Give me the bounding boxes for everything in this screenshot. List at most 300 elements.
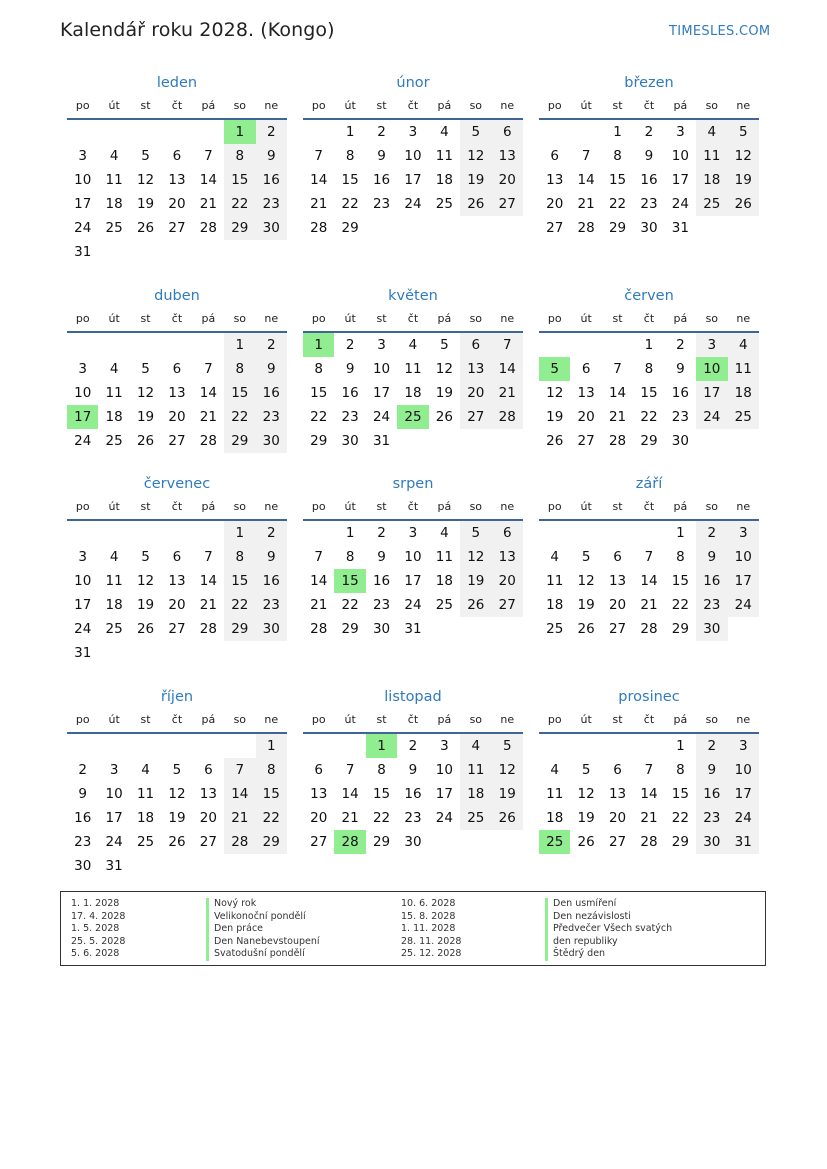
week-row — [539, 192, 759, 216]
week-row — [67, 806, 287, 830]
day-cell: 1 — [676, 738, 685, 754]
day-cell: 7 — [345, 762, 355, 778]
day-cell — [633, 734, 664, 758]
day-cell: 23 — [341, 409, 359, 425]
day-cell: 22 — [640, 409, 658, 425]
weekday-label: ne — [500, 713, 515, 726]
day-cell: 5 — [141, 361, 150, 377]
day-cell — [224, 854, 255, 878]
day-cell: 2 — [78, 762, 87, 778]
day-cell: 20 — [460, 381, 491, 405]
day-cell: 9 — [256, 545, 287, 569]
day-cell: 7 — [644, 549, 654, 565]
day-cell: 13 — [168, 573, 186, 589]
day-cell: 11 — [546, 573, 564, 589]
weekday-label: čt — [643, 713, 655, 726]
day-cell: 9 — [644, 148, 654, 164]
weekday-label: pá — [201, 99, 216, 112]
day-cell — [570, 521, 601, 545]
weekday-label: čt — [171, 99, 183, 112]
day-cell: 12 — [435, 361, 453, 377]
day-cell: 14 — [224, 782, 255, 806]
day-cell: 22 — [341, 196, 359, 212]
day-cell: 22 — [256, 806, 287, 830]
day-cell: 4 — [696, 120, 727, 144]
day-cell: 3 — [696, 333, 727, 357]
day-cell: 16 — [696, 569, 727, 593]
weekday-label: út — [580, 99, 592, 112]
day-cell: 25 — [105, 621, 123, 637]
day-cell: 27 — [310, 834, 328, 850]
day-cell: 2 — [644, 124, 654, 140]
day-cell: 18 — [696, 168, 727, 192]
day-cell: 1 — [345, 124, 355, 140]
weekday-label: so — [705, 713, 719, 726]
day-cell: 15 — [671, 573, 689, 589]
week-row — [67, 429, 287, 453]
day-cell: 10 — [372, 361, 391, 377]
day-cell: 2 — [377, 525, 386, 541]
day-cell: 9 — [696, 758, 727, 782]
day-cell: 23 — [256, 405, 287, 429]
day-cell — [602, 734, 633, 758]
weekday-label: ne — [264, 713, 279, 726]
page-title: Kalendář roku 2028. (Kongo) — [60, 19, 335, 41]
day-cell: 22 — [671, 597, 689, 613]
day-cell: 18 — [105, 409, 123, 425]
weekday-header — [303, 708, 523, 734]
weekday-label: st — [140, 312, 151, 325]
day-cell — [366, 216, 397, 240]
day-cell — [460, 429, 491, 453]
day-cell: 7 — [581, 148, 591, 164]
day-cell: 24 — [435, 810, 453, 826]
day-cell: 21 — [199, 597, 217, 613]
day-cell — [193, 521, 224, 545]
week-row — [67, 168, 287, 192]
month-leden — [67, 72, 287, 264]
day-cell: 5 — [492, 734, 523, 758]
day-cell: 27 — [492, 192, 523, 216]
day-cell: 23 — [256, 192, 287, 216]
day-cell: 24 — [372, 409, 391, 425]
day-cell: 25 — [546, 621, 564, 637]
day-cell: 8 — [377, 762, 386, 778]
day-cell: 20 — [310, 810, 328, 826]
day-cell: 22 — [224, 192, 255, 216]
week-row — [539, 429, 759, 453]
day-cell: 15 — [224, 381, 255, 405]
day-cell: 8 — [613, 148, 622, 164]
day-cell: 20 — [168, 196, 186, 212]
day-cell: 9 — [408, 762, 418, 778]
day-cell: 4 — [728, 333, 759, 357]
day-cell: 10 — [74, 172, 92, 188]
day-cell: 26 — [577, 834, 595, 850]
day-cell: 16 — [404, 786, 422, 802]
day-cell: 13 — [608, 786, 627, 802]
day-cell: 26 — [136, 220, 155, 236]
legend-holiday-name: Předvečer Všech svatých — [545, 923, 672, 936]
day-cell — [130, 120, 161, 144]
weekday-label: st — [140, 500, 151, 513]
day-cell: 8 — [314, 361, 323, 377]
weekday-label: pá — [201, 500, 216, 513]
day-cell: 3 — [440, 738, 449, 754]
day-cell: 4 — [440, 525, 449, 541]
day-cell: 10 — [74, 385, 92, 401]
week-row — [67, 333, 287, 357]
day-cell: 3 — [78, 549, 87, 565]
day-cell: 8 — [676, 549, 685, 565]
week-row — [303, 120, 523, 144]
day-cell: 29 — [640, 433, 658, 449]
week-row — [539, 381, 759, 405]
week-row — [67, 545, 287, 569]
day-cell — [98, 641, 129, 665]
day-cell: 9 — [256, 144, 287, 168]
day-cell: 1 — [366, 734, 397, 758]
brand-logo[interactable]: TIMESLES.COM — [669, 24, 771, 39]
day-cell: 17 — [671, 172, 689, 188]
day-cell: 2 — [696, 521, 727, 545]
legend-date: 1. 1. 2028 — [71, 898, 120, 909]
week-row — [67, 381, 287, 405]
weekday-label: út — [580, 500, 592, 513]
day-cell: 4 — [109, 148, 119, 164]
week-row — [303, 216, 523, 240]
day-cell: 24 — [696, 405, 727, 429]
month-květen — [303, 285, 523, 453]
day-cell: 13 — [460, 357, 491, 381]
day-cell: 19 — [728, 168, 759, 192]
day-cell: 28 — [608, 433, 627, 449]
day-cell: 17 — [728, 782, 759, 806]
day-cell: 29 — [671, 621, 689, 637]
legend-date: 25. 12. 2028 — [401, 948, 462, 959]
day-cell: 21 — [640, 597, 658, 613]
weekday-label: út — [580, 312, 592, 325]
day-cell: 26 — [168, 834, 186, 850]
day-cell: 13 — [492, 144, 523, 168]
day-cell — [224, 734, 255, 758]
legend-date: 1. 11. 2028 — [401, 923, 456, 934]
day-cell: 27 — [608, 621, 627, 637]
day-cell: 14 — [310, 573, 328, 589]
week-row — [67, 854, 287, 878]
day-cell — [334, 734, 365, 758]
day-cell — [397, 429, 428, 453]
day-cell — [397, 216, 428, 240]
day-cell: 30 — [74, 858, 92, 874]
weekday-header — [67, 708, 287, 734]
day-cell: 9 — [78, 786, 87, 802]
weekday-label: pá — [673, 500, 688, 513]
weekday-label: út — [344, 500, 356, 513]
day-cell — [303, 734, 334, 758]
week-row — [539, 333, 759, 357]
weekday-label: čt — [171, 312, 183, 325]
day-cell: 17 — [404, 573, 422, 589]
day-cell: 17 — [404, 172, 422, 188]
week-row — [67, 357, 287, 381]
day-cell — [130, 641, 161, 665]
day-cell: 14 — [341, 786, 359, 802]
month-name: červen — [624, 288, 674, 304]
day-cell: 21 — [577, 196, 595, 212]
weekday-header — [67, 307, 287, 333]
day-cell: 31 — [74, 645, 92, 661]
day-cell: 25 — [539, 830, 570, 854]
day-cell — [98, 240, 129, 264]
day-cell — [256, 641, 287, 665]
day-cell: 10 — [404, 549, 422, 565]
day-cell: 13 — [168, 172, 186, 188]
weekday-label: so — [705, 99, 719, 112]
day-cell — [161, 854, 192, 878]
weekday-label: čt — [643, 500, 655, 513]
day-cell — [130, 333, 161, 357]
day-cell: 27 — [577, 433, 595, 449]
weekday-label: čt — [407, 312, 419, 325]
day-cell — [161, 120, 192, 144]
day-cell: 30 — [696, 617, 727, 641]
day-cell — [130, 240, 161, 264]
week-row — [67, 144, 287, 168]
week-row — [67, 405, 287, 429]
weekday-label: st — [140, 713, 151, 726]
day-cell: 30 — [404, 834, 422, 850]
day-cell: 16 — [74, 810, 92, 826]
week-row — [303, 144, 523, 168]
day-cell: 26 — [577, 621, 595, 637]
day-cell: 28 — [640, 621, 658, 637]
day-cell — [224, 641, 255, 665]
weekday-header — [303, 307, 523, 333]
day-cell — [193, 240, 224, 264]
day-cell — [98, 521, 129, 545]
month-name: leden — [156, 75, 198, 91]
day-cell: 22 — [224, 593, 255, 617]
day-cell: 4 — [460, 734, 491, 758]
weekday-label: ne — [736, 713, 751, 726]
day-cell: 1 — [345, 525, 355, 541]
weekday-label: st — [612, 99, 623, 112]
day-cell: 23 — [671, 409, 689, 425]
day-cell: 6 — [550, 148, 559, 164]
day-cell: 28 — [199, 220, 217, 236]
weekday-label: st — [140, 99, 151, 112]
day-cell: 2 — [256, 521, 287, 545]
weekday-label: út — [108, 713, 120, 726]
day-cell: 23 — [372, 196, 391, 212]
day-cell: 29 — [224, 617, 255, 641]
day-cell: 3 — [78, 361, 87, 377]
day-cell: 17 — [74, 597, 92, 613]
weekday-label: po — [311, 713, 326, 726]
day-cell — [98, 120, 129, 144]
day-cell: 19 — [546, 409, 564, 425]
day-cell: 20 — [546, 196, 564, 212]
weekday-label: út — [580, 713, 592, 726]
day-cell: 6 — [492, 521, 523, 545]
week-row — [539, 120, 759, 144]
day-cell: 12 — [728, 144, 759, 168]
weekday-label: po — [547, 713, 562, 726]
day-cell: 23 — [372, 597, 391, 613]
day-cell: 29 — [372, 834, 391, 850]
day-cell: 4 — [109, 549, 119, 565]
day-cell: 26 — [546, 433, 564, 449]
day-cell: 24 — [74, 621, 92, 637]
legend-holiday-name: Velikonoční pondělí — [206, 911, 320, 924]
day-cell: 9 — [377, 148, 386, 164]
day-cell: 10 — [74, 573, 92, 589]
day-cell — [130, 734, 161, 758]
day-cell: 30 — [256, 429, 287, 453]
day-cell: 12 — [577, 573, 595, 589]
day-cell: 11 — [404, 361, 422, 377]
weekday-label: st — [376, 713, 387, 726]
day-cell — [224, 240, 255, 264]
day-cell — [429, 830, 460, 854]
day-cell: 8 — [224, 144, 255, 168]
day-cell: 16 — [372, 573, 391, 589]
day-cell: 28 — [224, 830, 255, 854]
weekday-header — [539, 307, 759, 333]
day-cell: 13 — [577, 385, 595, 401]
day-cell: 4 — [550, 549, 559, 565]
week-row — [539, 521, 759, 545]
weekday-label: po — [75, 500, 90, 513]
week-row — [539, 806, 759, 830]
day-cell: 12 — [136, 385, 155, 401]
day-cell: 23 — [696, 806, 727, 830]
day-cell: 3 — [408, 124, 418, 140]
day-cell: 3 — [676, 124, 685, 140]
day-cell: 5 — [581, 762, 591, 778]
day-cell: 7 — [204, 361, 213, 377]
weekday-label: so — [469, 713, 483, 726]
day-cell: 22 — [224, 405, 255, 429]
day-cell: 20 — [168, 409, 186, 425]
week-row — [303, 357, 523, 381]
day-cell: 24 — [404, 196, 422, 212]
day-cell: 28 — [199, 621, 217, 637]
week-row — [303, 569, 523, 593]
weekday-label: st — [612, 312, 623, 325]
day-cell: 14 — [310, 172, 328, 188]
day-cell: 24 — [74, 433, 92, 449]
week-row — [539, 593, 759, 617]
day-cell: 27 — [168, 433, 186, 449]
day-cell: 17 — [74, 196, 92, 212]
day-cell: 7 — [492, 333, 523, 357]
month-srpen — [303, 473, 523, 641]
day-cell — [539, 333, 570, 357]
day-cell: 18 — [404, 385, 422, 401]
day-cell — [539, 521, 570, 545]
day-cell: 6 — [204, 762, 213, 778]
day-cell: 29 — [256, 830, 287, 854]
day-cell: 16 — [640, 172, 658, 188]
legend-holiday-name: Štědrý den — [545, 948, 672, 961]
day-cell — [67, 734, 98, 758]
day-cell: 30 — [256, 216, 287, 240]
day-cell — [98, 333, 129, 357]
day-cell: 11 — [105, 385, 123, 401]
weekday-label: ne — [500, 500, 515, 513]
day-cell: 14 — [492, 357, 523, 381]
day-cell: 25 — [696, 192, 727, 216]
week-row — [67, 782, 287, 806]
week-row — [539, 758, 759, 782]
legend-dates-col-2 — [401, 898, 461, 961]
weekday-label: čt — [643, 99, 655, 112]
legend-holiday-name: Nový rok — [206, 898, 320, 911]
week-row — [303, 782, 523, 806]
day-cell — [492, 429, 523, 453]
day-cell: 25 — [435, 196, 453, 212]
day-cell: 17 — [372, 385, 391, 401]
legend-holiday-name: Den usmíření — [545, 898, 672, 911]
week-row — [303, 333, 523, 357]
day-cell: 9 — [345, 361, 355, 377]
holiday-legend — [60, 891, 766, 966]
day-cell: 24 — [728, 806, 759, 830]
day-cell: 17 — [696, 381, 727, 405]
month-name: červenec — [143, 476, 211, 492]
day-cell: 7 — [644, 762, 654, 778]
weekday-label: pá — [673, 99, 688, 112]
weekday-label: pá — [437, 500, 452, 513]
day-cell: 24 — [74, 220, 92, 236]
day-cell: 19 — [136, 597, 155, 613]
day-cell: 22 — [310, 409, 328, 425]
week-row — [67, 641, 287, 665]
week-row — [67, 216, 287, 240]
day-cell: 21 — [341, 810, 359, 826]
weekday-header — [539, 495, 759, 521]
day-cell: 15 — [334, 569, 365, 593]
day-cell: 21 — [492, 381, 523, 405]
day-cell: 1 — [256, 734, 287, 758]
day-cell: 12 — [136, 573, 155, 589]
day-cell: 20 — [577, 409, 595, 425]
day-cell — [193, 333, 224, 357]
day-cell: 26 — [435, 409, 453, 425]
day-cell: 8 — [256, 758, 287, 782]
day-cell: 7 — [314, 549, 323, 565]
day-cell — [193, 641, 224, 665]
week-row — [303, 758, 523, 782]
day-cell — [492, 617, 523, 641]
weekday-label: čt — [643, 312, 655, 325]
month-name: květen — [388, 288, 438, 304]
day-cell: 8 — [345, 148, 355, 164]
day-cell — [161, 521, 192, 545]
day-cell: 10 — [404, 148, 422, 164]
weekday-label: út — [108, 99, 120, 112]
week-row — [67, 192, 287, 216]
day-cell: 6 — [613, 549, 622, 565]
day-cell: 22 — [341, 597, 359, 613]
week-row — [303, 806, 523, 830]
day-cell: 18 — [546, 810, 564, 826]
day-cell: 10 — [105, 786, 123, 802]
day-cell: 6 — [581, 361, 591, 377]
day-cell: 20 — [199, 810, 217, 826]
